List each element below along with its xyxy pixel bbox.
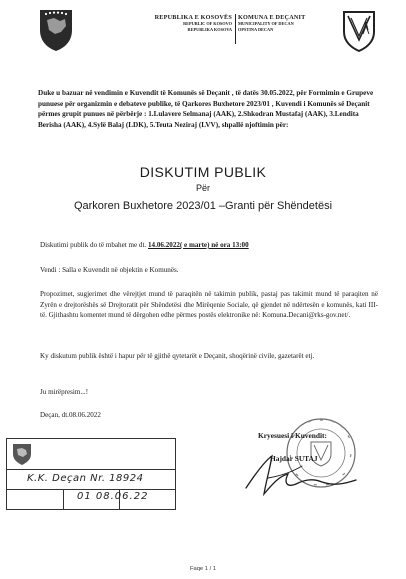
municipality-name-en: MUNICIPALITY OF DECAN — [238, 21, 294, 26]
letterhead-divider — [235, 14, 236, 44]
municipality-name-sr: OPSTINA DECAN — [238, 26, 274, 32]
state-name: REPUBLIKA E KOSOVËS — [154, 14, 232, 21]
location-date: Deçan, dt.08.06.2022 — [40, 411, 101, 419]
letterhead — [36, 8, 376, 56]
open-paragraph: Ky diskutum publik është i hapur për të gjithë qytetarët e Deçanit, shoqërinë civile, gazetarët etj. — [40, 352, 315, 360]
document-title: DISKUTIM PUBLIK — [139, 164, 267, 180]
municipality-name: KOMUNA E DEÇANIT — [238, 14, 306, 21]
state-name-en: REPUBLIC OF KOSOVO — [183, 21, 232, 26]
date-prefix: Diskutimi publik do të mbahet me dt. — [40, 241, 148, 249]
page-footer: Faqe 1 / 1 — [189, 566, 217, 572]
signatory-title: Kryesuesi i Kuvendit: — [258, 431, 327, 440]
letterhead-right — [238, 14, 348, 32]
kosovo-emblem-icon — [36, 8, 76, 52]
state-name-sr: REPUBLIKA KOSOVA — [187, 26, 232, 32]
registry-stamp — [6, 438, 176, 510]
registry-number: K.K. Deçan Nr. 18924 — [27, 473, 144, 484]
document-topic: Qarkoren Buxhetore 2023/01 –Granti për Shëndetësi — [73, 200, 333, 212]
decan-emblem-icon — [342, 10, 376, 52]
signatory-name: Hajdar SUTAJ — [270, 454, 318, 463]
registry-stamp-header — [7, 439, 175, 470]
submission-paragraph: Propozimet, sugjerimet dhe vërejtjet mund të paraqitën në takimin publik, pastaj pas takimit mund të paraqiten në Zyrën e drejtorëshës së Drejtoratit për Shëndetësi dhe Mirëqenie Sociale, që gjendet në ndërtesën e komunës, kati III-të. Gjithashtu komentet mund të dërgohen edhe përmes postës elektronike në: Komuna.Decani@rks-gov.net/. — [40, 290, 378, 320]
letterhead-left — [122, 14, 232, 32]
date-paragraph — [40, 240, 378, 251]
document-subtitle: Për — [195, 183, 210, 193]
meeting-date: 14.06.2022( e marte) në ora 13:00 — [147, 241, 249, 249]
place-paragraph: Vendi : Salla e Kuvendit në objektin e Komunës. — [40, 266, 179, 274]
registry-emblem-icon — [11, 442, 33, 466]
intro-paragraph: Duke u bazuar në vendimin e Kuvendit të Komunës së Deçanit , të datës 30.05.2022, për Formimin e Grupeve punuese për organizmin e debateve publike, të Qarkores Buxhetore 2023/01 , Kuvendi i Komunës së Deçanit përmes grupit punues në përbërje : 1.Lulavere Selmanaj (AAK), 2.Shkodran Mustafaj (AAK), 3.Lendita Berisha (AAK), 4.Sylë Balaj (LDK), 5.Teuta Neziraj (LVV), shpallë njoftimin për: — [38, 89, 374, 129]
registry-divider — [63, 489, 64, 509]
greeting: Ju mirëpresim...! — [40, 388, 89, 396]
registry-date: 01 08.06.22 — [77, 491, 149, 502]
